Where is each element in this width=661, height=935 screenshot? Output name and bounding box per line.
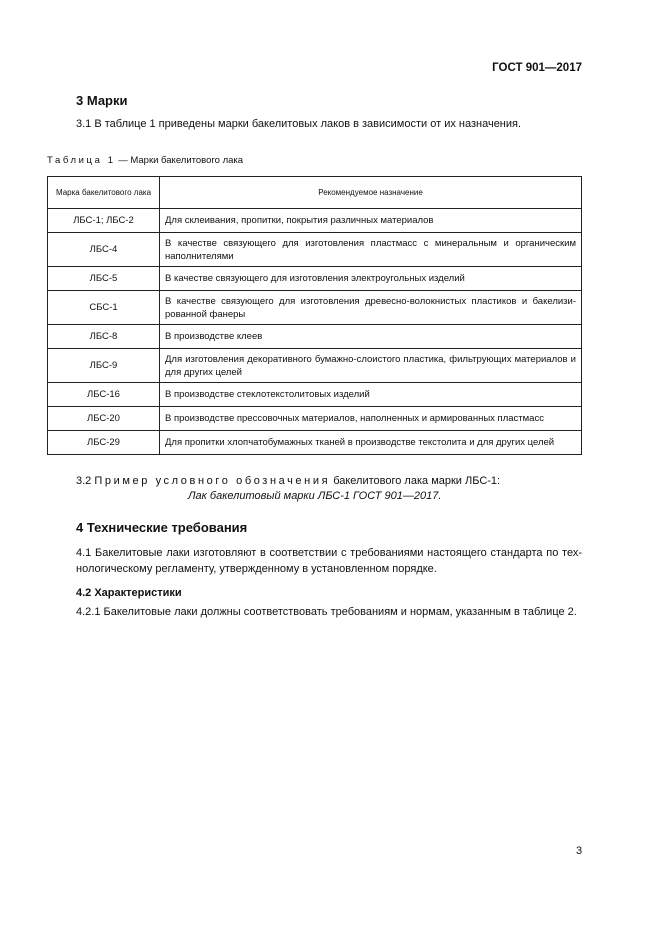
cell-purpose: Для склеивания, пропитки, покрытия различных материалов [160,209,582,233]
table-row [48,431,582,455]
paragraph-3-2 [76,473,586,489]
cell-brand: ЛБС-1; ЛБС-2 [48,209,160,233]
cell-brand: ЛБС-29 [48,431,160,455]
cell-purpose: В производстве клеев [160,325,582,349]
table-caption-label: Таблица 1 [47,155,116,166]
paragraph-3-1: 3.1 В таблице 1 приведены марки бакелитовых лаков в зависимости от их назначения. [76,118,522,130]
table-row [48,383,582,407]
cell-brand: ЛБС-9 [48,349,160,383]
page-number: 3 [576,845,583,857]
cell-brand: ЛБС-20 [48,407,160,431]
paragraph-4-2-1: 4.2.1 Бакелитовые лаки должны соответствовать требованиям и нормам, указанным в таблице 2. [76,606,577,618]
table-row [48,267,582,291]
table-row [48,349,582,383]
cell-brand: ЛБС-4 [48,233,160,267]
cell-purpose: В производстве стеклотекстолитовых изделий [160,383,582,407]
header-brand: Марка бакелитового лака [48,177,160,209]
table-1 [47,176,582,455]
cell-purpose: В качестве связующего для изготовления пластмасс с минеральным и органическим наполнителями [160,233,582,267]
cell-purpose: В производстве прессовочных материалов, наполненных и армированных пластмасс [160,407,582,431]
section-3-title: 3 Марки [76,93,128,108]
table-row [48,233,582,267]
table-row [48,407,582,431]
paragraph-3-2-number: 3.2 [76,475,95,487]
document-header: ГОСТ 901—2017 [492,62,582,74]
section-4-title: 4 Технические требования [76,520,248,535]
table-row [48,325,582,349]
paragraph-3-2-spaced: Пример условного обозначения [94,475,331,487]
designation-example: Лак бакелитовый марки ЛБС-1 ГОСТ 901—2017. [188,490,442,502]
cell-purpose: В качестве связующего для изготовления древесно-волокнистых пластиков и бакелизированной фанеры [160,291,582,325]
cell-purpose: Для пропитки хлопчатобумажных тканей в производстве текстолита и для других целей [160,431,582,455]
cell-brand: СБС-1 [48,291,160,325]
paragraph-4-1: 4.1 Бакелитовые лаки изготовляют в соответствии с требованиями настоящего стандарта по технологическому регламенту, утвержденному в установленном порядке. [76,547,582,575]
table-row [48,291,582,325]
cell-purpose: В качестве связующего для изготовления электроугольных изделий [160,267,582,291]
header-purpose: Рекомендуемое назначение [160,177,582,209]
table-1-caption [47,155,243,166]
cell-brand: ЛБС-8 [48,325,160,349]
table-header-row [48,177,582,209]
subsection-4-2-title: 4.2 Характеристики [76,587,182,599]
cell-brand: ЛБС-5 [48,267,160,291]
table-row [48,209,582,233]
table-caption-text: — Марки бакелитового лака [115,155,244,166]
paragraph-3-2-rest: бакелитового лака марки ЛБС-1: [330,475,501,487]
cell-purpose: Для изготовления декоративного бумажно-слоистого пластика, фильтрующих материалов и для других целей [160,349,582,383]
cell-brand: ЛБС-16 [48,383,160,407]
